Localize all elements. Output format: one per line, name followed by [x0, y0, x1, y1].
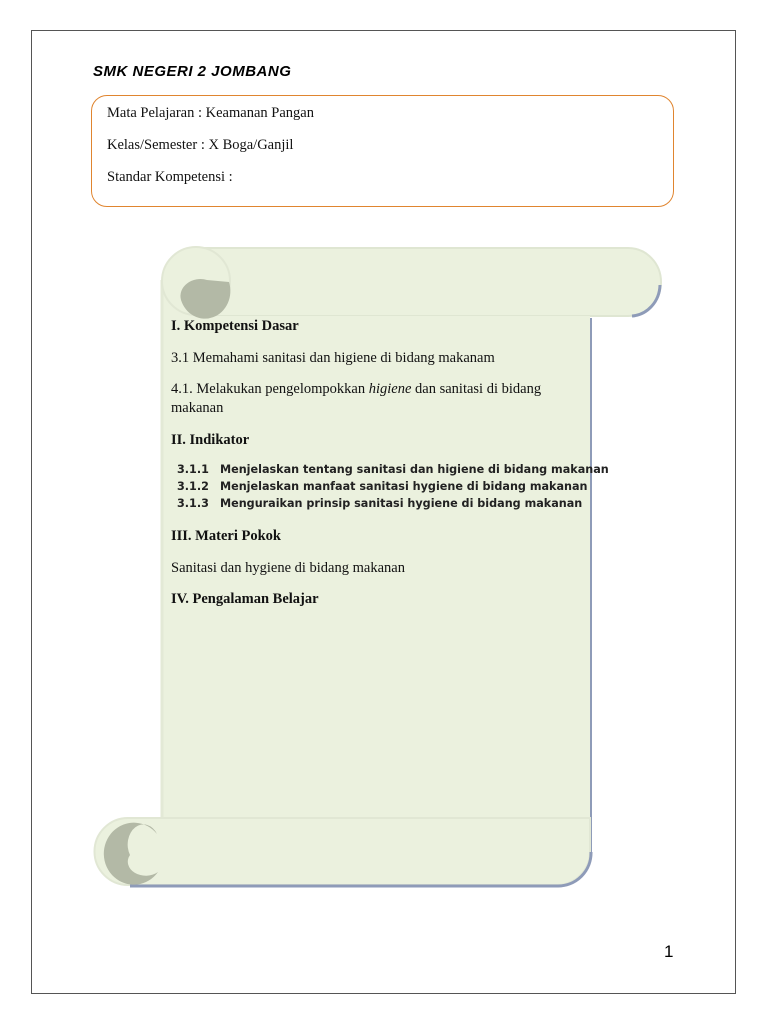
scroll-top-roll — [196, 248, 661, 316]
kd-item-1: 3.1 Memahami sanitasi dan higiene di bidang makanam — [171, 350, 495, 366]
indicator-number: 3.1.2 — [177, 480, 209, 493]
kd-item-2-suffix: dan sanitasi di bidang — [411, 381, 542, 397]
indicator-text: Menjelaskan manfaat sanitasi hygiene di bidang makanan — [220, 480, 588, 493]
heading-indikator: II. Indikator — [171, 432, 250, 448]
heading-kompetensi-dasar: I. Kompetensi Dasar — [171, 318, 299, 334]
kd-item-2-italic: higiene — [368, 381, 412, 397]
page-number: 1 — [664, 942, 674, 961]
materi-pokok-text: Sanitasi dan hygiene di bidang makanan — [171, 560, 405, 576]
indicator-text: Menjelaskan tentang sanitasi dan higiene di bidang makanan — [220, 463, 609, 476]
heading-pengalaman-belajar: IV. Pengalaman Belajar — [171, 591, 319, 607]
standard-line: Standar Kompetensi : — [107, 169, 233, 185]
class-semester-line: Kelas/Semester : X Boga/Ganjil — [107, 137, 294, 153]
scroll-bottom-roll — [95, 818, 591, 885]
indicator-number: 3.1.3 — [177, 497, 209, 510]
indicator-item — [177, 463, 609, 476]
indicator-text: Menguraikan prinsip sanitasi hygiene di bidang makanan — [220, 497, 583, 510]
heading-materi-pokok: III. Materi Pokok — [171, 528, 281, 544]
school-name: SMK NEGERI 2 JOMBANG — [93, 63, 292, 80]
indicator-item — [177, 480, 588, 493]
subject-line: Mata Pelajaran : Keamanan Pangan — [107, 105, 314, 121]
kd-item-2-prefix: 4.1. Melakukan pengelompokkan — [171, 381, 369, 397]
kd-item-2 — [171, 380, 541, 399]
indicator-number: 3.1.1 — [177, 463, 209, 476]
kd-item-2-line2: makanan — [171, 400, 224, 416]
indicator-item — [177, 497, 582, 510]
